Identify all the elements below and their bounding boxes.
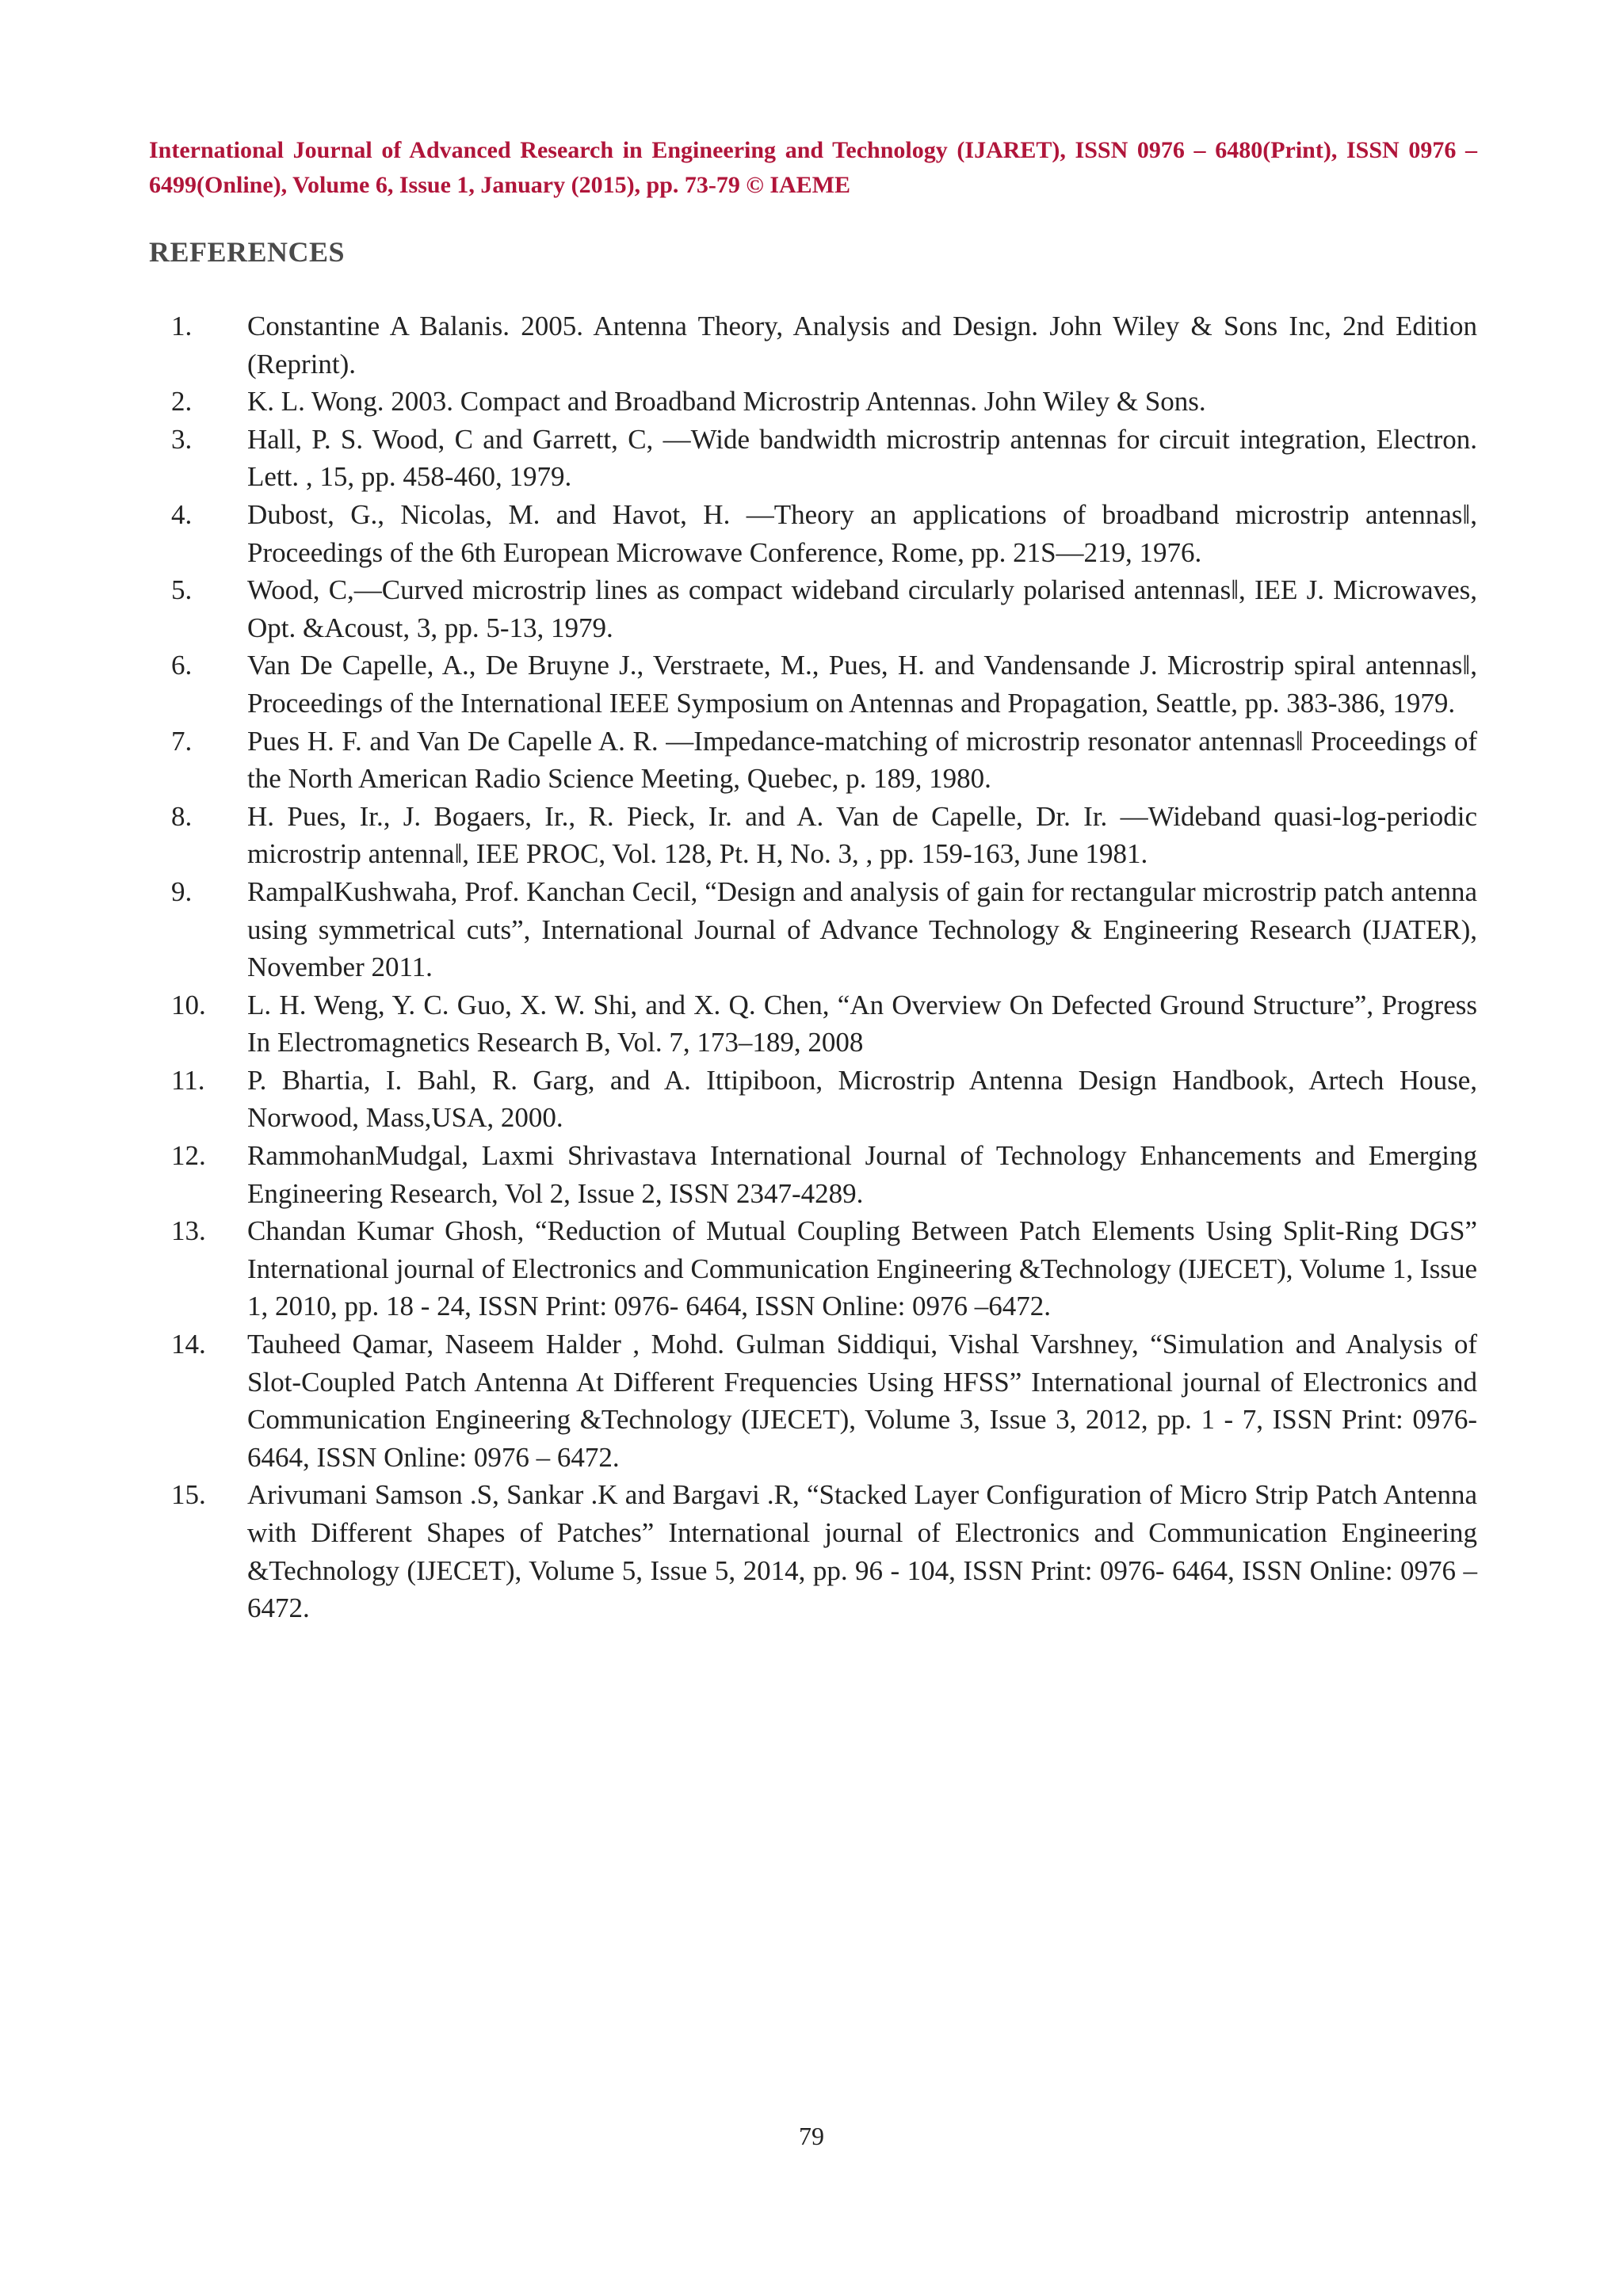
reference-number: 10. bbox=[171, 989, 206, 1020]
reference-number: 2. bbox=[171, 386, 193, 418]
reference-item-9 bbox=[149, 873, 1477, 986]
reference-number: 4. bbox=[171, 498, 193, 530]
reference-item-8 bbox=[149, 798, 1477, 873]
reference-text: Pues H. F. and Van De Capelle A. R. ―Impedance-matching of microstrip resonator antennas‖ Proceedings of the North American Radio Science Meeting, Quebec, p. 189, 1980. bbox=[247, 725, 1477, 795]
reference-text: Van De Capelle, A., De Bruyne J., Verstraete, M., Pues, H. and Vandensande J. Microstrip spiral antennas‖, Proceedings of the International IEEE Symposium on Antennas and Propagation, Seattle, pp. 383-386, 1979. bbox=[247, 650, 1477, 719]
reference-text: P. Bhartia, I. Bahl, R. Garg, and A. Ittipiboon, Microstrip Antenna Design Handbook, Artech House, Norwood, Mass,USA, 2000. bbox=[247, 1064, 1477, 1134]
reference-number: 5. bbox=[171, 574, 193, 606]
reference-item-7 bbox=[149, 723, 1477, 798]
reference-item-1 bbox=[149, 307, 1477, 383]
reference-number: 3. bbox=[171, 423, 193, 455]
reference-text: Dubost, G., Nicolas, M. and Havot, H. ―Theory an applications of broadband microstrip antennas‖, Proceedings of the 6th European Microwave Conference, Rome, pp. 21S―219, 1976. bbox=[247, 498, 1477, 568]
section-title-references: REFERENCES bbox=[149, 236, 346, 268]
reference-text: H. Pues, Ir., J. Bogaers, Ir., R. Pieck, Ir. and A. Van de Capelle, Dr. Ir. ―Wideband quasi-log-periodic microstrip antenna‖, IEE PROC, Vol. 128, Pt. H, No. 3, , pp. 159-163, June 1981. bbox=[247, 800, 1477, 870]
reference-item-6 bbox=[149, 646, 1477, 722]
reference-text: K. L. Wong. 2003. Compact and Broadband Microstrip Antennas. John Wiley & Sons. bbox=[247, 386, 1206, 418]
reference-number: 9. bbox=[171, 875, 193, 907]
reference-item-12 bbox=[149, 1137, 1477, 1212]
reference-number: 11. bbox=[171, 1064, 205, 1096]
reference-number: 14. bbox=[171, 1329, 206, 1360]
reference-text: Chandan Kumar Ghosh, “Reduction of Mutual Coupling Between Patch Elements Using Split-Ring DGS” International journal of Electronics and Communication Engineering &Technology (IJECET), Volume 1, Issue 1, 2010, pp. 18 - 24, ISSN Print: 0976- 6464, ISSN Online: 0976 –6472. bbox=[247, 1215, 1477, 1322]
reference-item-10 bbox=[149, 986, 1477, 1062]
reference-text: RammohanMudgal, Laxmi Shrivastava International Journal of Technology Enhancements and Emerging Engineering Research, Vol 2, Issue 2, ISSN 2347-4289. bbox=[247, 1140, 1477, 1209]
reference-item-14 bbox=[149, 1325, 1477, 1476]
reference-text: Hall, P. S. Wood, C and Garrett, C, ―Wide bandwidth microstrip antennas for circuit integration, Electron. Lett. , 15, pp. 458-460, 1979. bbox=[247, 423, 1477, 493]
reference-number: 1. bbox=[171, 311, 193, 341]
reference-text: Arivumani Samson .S, Sankar .K and Bargavi .R, “Stacked Layer Configuration of Micro Strip Patch Antenna with Different Shapes of Patches” International journal of Electronics and Communication Engineering &Technology (IJECET), Volume 5, Issue 5, 2014, pp. 96 - 104, ISSN Print: 0976- 6464, ISSN Online: 0976 –6472. bbox=[247, 1479, 1477, 1624]
reference-item-5 bbox=[149, 571, 1477, 646]
page-number: 79 bbox=[799, 2122, 824, 2150]
reference-number: 7. bbox=[171, 725, 193, 757]
reference-item-4 bbox=[149, 496, 1477, 571]
reference-item-15 bbox=[149, 1476, 1477, 1627]
reference-item-2 bbox=[149, 383, 1477, 421]
reference-text: Wood, C,―Curved microstrip lines as compact wideband circularly polarised antennas‖, IEE J. Microwaves, Opt. &Acoust, 3, pp. 5-13, 1979. bbox=[247, 574, 1477, 643]
reference-text: Tauheed Qamar, Naseem Halder , Mohd. Gulman Siddiqui, Vishal Varshney, “Simulation and Analysis of Slot-Coupled Patch Antenna At Different Frequencies Using HFSS” International journal of Electronics and Communication Engineering &Technology (IJECET), Volume 3, Issue 3, 2012, pp. 1 - 7, ISSN Print: 0976- 6464, ISSN Online: 0976 – 6472. bbox=[247, 1329, 1477, 1473]
reference-item-3 bbox=[149, 421, 1477, 496]
reference-item-11 bbox=[149, 1062, 1477, 1137]
reference-number: 6. bbox=[171, 650, 193, 681]
reference-item-13 bbox=[149, 1212, 1477, 1325]
reference-number: 8. bbox=[171, 800, 193, 832]
reference-text: RampalKushwaha, Prof. Kanchan Cecil, “Design and analysis of gain for rectangular microstrip patch antenna using symmetrical cuts”, International Journal of Advance Technology & Engineering Research (IJATER), November 2011. bbox=[247, 875, 1477, 983]
reference-number: 15. bbox=[171, 1479, 206, 1511]
reference-number: 12. bbox=[171, 1140, 206, 1172]
reference-text: Constantine A Balanis. 2005. Antenna Theory, Analysis and Design. John Wiley & Sons Inc, 2nd Edition (Reprint). bbox=[247, 311, 1477, 379]
journal-header: International Journal of Advanced Research in Engineering and Technology (IJARET), ISSN 0976 – 6480(Print), ISSN 0976 – 6499(Online), Volume 6, Issue 1, January (2015), pp. 73-79 © IAEME bbox=[149, 137, 1477, 198]
reference-text: L. H. Weng, Y. C. Guo, X. W. Shi, and X. Q. Chen, “An Overview On Defected Ground Structure”, Progress In Electromagnetics Research B, Vol. 7, 173–189, 2008 bbox=[247, 989, 1477, 1058]
reference-number: 13. bbox=[171, 1215, 206, 1247]
reference-list bbox=[149, 307, 1477, 1627]
